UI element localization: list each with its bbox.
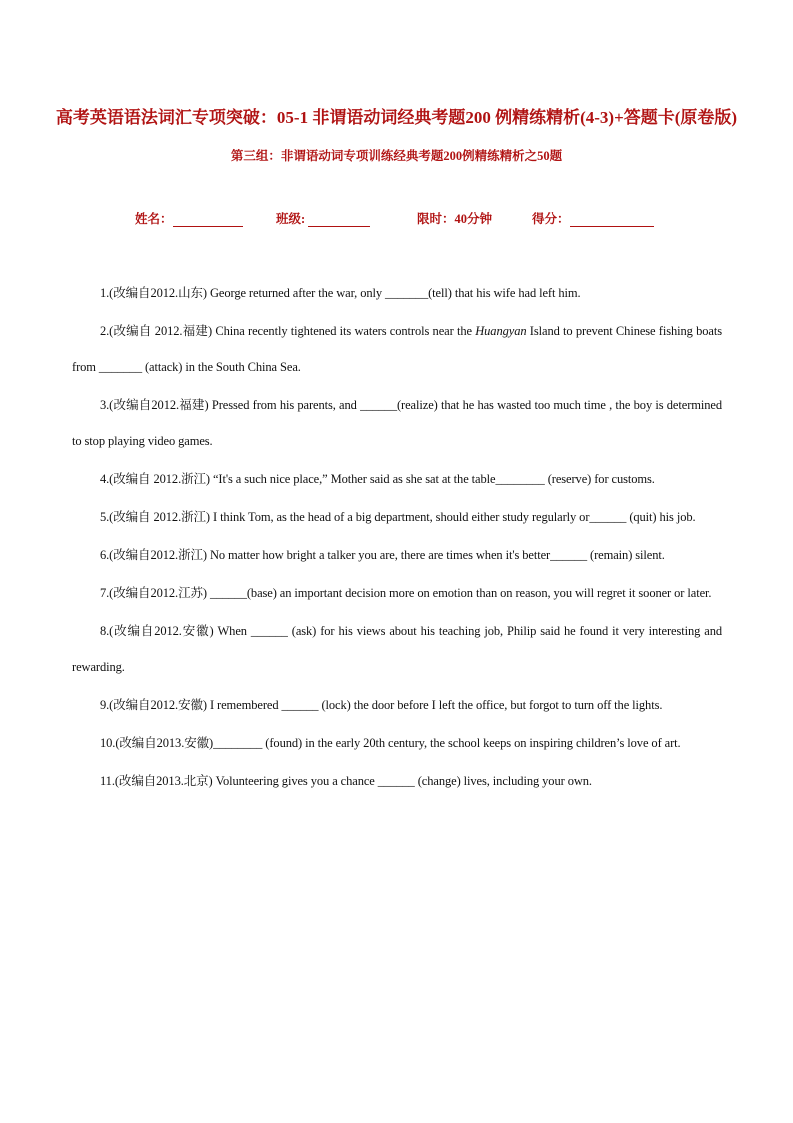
question-item: 7.(改编自2012.江苏) ______(base) an important decision more on emotion than on reason, you will regret it sooner or later. xyxy=(100,586,712,600)
question-list xyxy=(72,275,722,801)
question-item: 11.(改编自2013.北京) Volunteering gives you a chance ______ (change) lives, including your own. xyxy=(100,774,592,788)
question-item: 8.(改编自2012.安徽) When ______ (ask) for his views about his teaching job, Philip said he found it very interesting and rewarding. xyxy=(72,624,722,674)
question-item: 9.(改编自2012.安徽) I remembered ______ (lock) the door before I left the office, but forgot to turn off the lights. xyxy=(100,698,663,712)
question-item: 1.(改编自2012.山东) George returned after the war, only _______(tell) that his wife had left him. xyxy=(100,286,581,300)
score-field xyxy=(532,209,654,227)
class-field xyxy=(276,209,370,227)
time-limit xyxy=(417,209,492,227)
score-label: 得分： xyxy=(532,212,570,226)
student-info-row xyxy=(0,209,793,229)
question-item: 6.(改编自2012.浙江) No matter how bright a talker you are, there are times when it's better______ (remain) silent. xyxy=(100,548,665,562)
class-blank xyxy=(308,213,370,227)
document-subtitle: 第三组：非谓语动词专项训练经典考题200例精练精析之50题 xyxy=(230,149,563,163)
document-title: 高考英语语法词汇专项突破：05-1 非谓语动词经典考题200 例精练精析(4-3)+答题卡(原卷版) xyxy=(55,108,738,127)
question-item: 3.(改编自2012.福建) Pressed from his parents, and ______(realize) that he has wasted too much time , the boy is determined to stop playing video games. xyxy=(72,398,722,448)
question-item: 2.(改编自 2012.福建) China recently tightened its waters controls near the Huangyan Island to prevent Chinese fishing boats from _______ (attack) in the South China Sea. xyxy=(72,324,722,374)
question-item: 4.(改编自 2012.浙江) “It's a such nice place,” Mother said as she sat at the table________ (reserve) for customs. xyxy=(100,472,655,486)
score-blank xyxy=(570,213,654,227)
name-field xyxy=(135,209,243,227)
question-item: 10.(改编自2013.安徽)________ (found) in the early 20th century, the school keeps on inspiring children’s love of art. xyxy=(100,736,681,750)
time-label: 限时：40分钟 xyxy=(417,212,493,226)
name-label: 姓名： xyxy=(135,212,173,226)
class-label: 班级: xyxy=(276,212,306,226)
name-blank xyxy=(173,213,243,227)
question-item: 5.(改编自 2012.浙江) I think Tom, as the head of a big department, should either study regularly or______ (quit) his job. xyxy=(100,510,696,524)
